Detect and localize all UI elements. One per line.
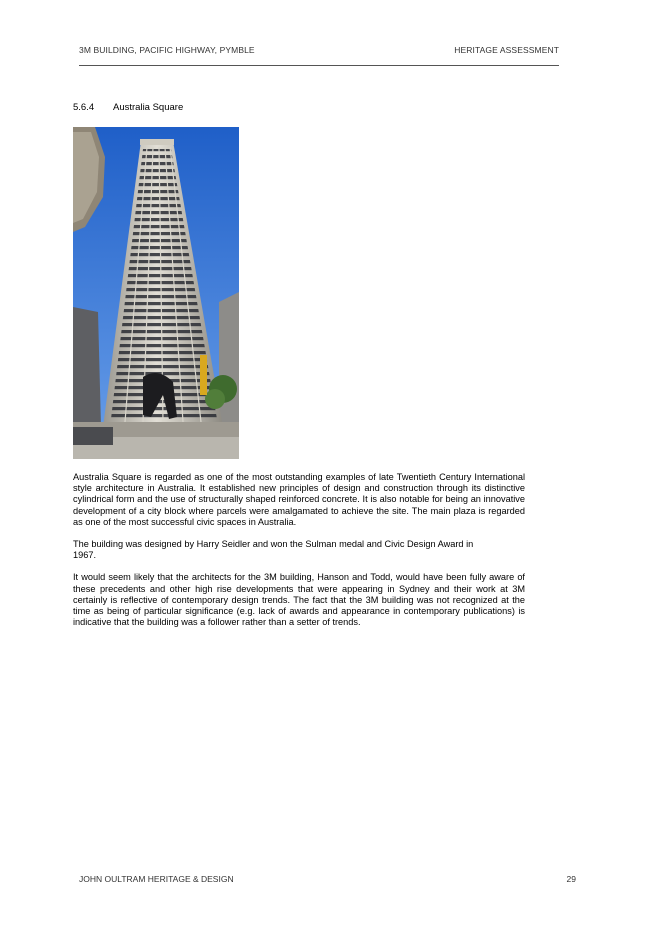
page-number: 29 (566, 874, 576, 884)
section-heading (73, 102, 183, 113)
header-divider (79, 65, 559, 66)
paragraph-2: The building was designed by Harry Seidler and won the Sulman medal and Civic Design Award in 1967. (73, 539, 474, 561)
header-document-type: HERITAGE ASSESSMENT (454, 45, 559, 55)
paragraph-3: It would seem likely that the architects for the 3M building, Hanson and Todd, would have been fully aware of these precedents and other high rise developments that were appearing in Sydney and their work at 3M certainly is reflective of contemporary design trends. The fact that the 3M building was not recognized at the time as being of particular significance (e.g. lack of awards and appearance in contemporary publications) is indicative that the building was a follower rather than a setter of trends. (73, 572, 525, 628)
body-text (73, 472, 525, 639)
header-document-title: 3M BUILDING, PACIFIC HIGHWAY, PYMBLE (79, 45, 255, 55)
australia-square-photo (73, 127, 239, 459)
footer-author: JOHN OULTRAM HERITAGE & DESIGN (79, 874, 234, 884)
paragraph-1: Australia Square is regarded as one of the most outstanding examples of late Twentieth Century International style architecture in Australia. It established new principles of design and construction through its distinctive cylindrical form and the use of structurally shaped reinforced concrete. It is also notable for being an innovative development of a city block where parcels were amalgamated to achieve the site. The main plaza is regarded as one of the most successful civic spaces in Australia. (73, 472, 525, 527)
section-title: Australia Square (113, 102, 184, 113)
section-number: 5.6.4 (73, 102, 95, 113)
